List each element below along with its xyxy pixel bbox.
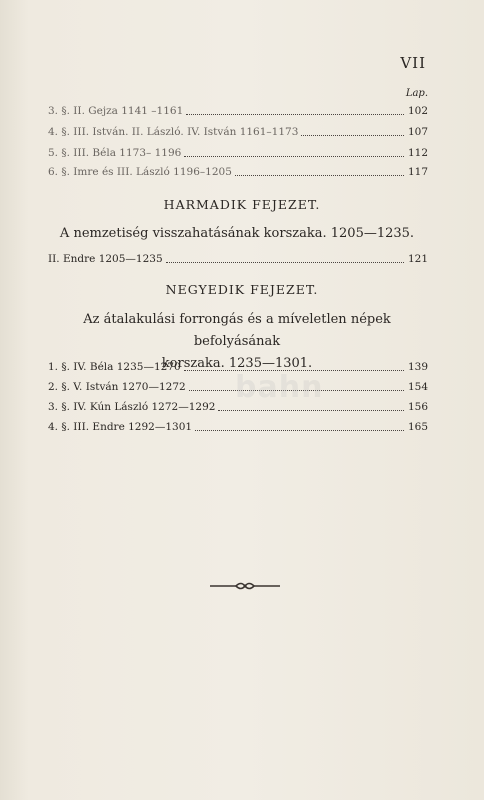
dot-leader	[218, 410, 404, 411]
dot-leader	[186, 114, 404, 115]
chapter-title: A nemzetiség visszahatásának korszaka. 1205—1235.	[59, 226, 415, 241]
toc-entry-page: 156	[407, 401, 428, 413]
toc-row	[48, 165, 428, 179]
toc-row	[48, 146, 428, 160]
toc-entry-title: 2. §. V. István 1270—1272	[48, 381, 186, 393]
dot-leader	[195, 430, 404, 431]
toc-entry-page: 107	[407, 126, 428, 138]
toc-entry-page: 112	[407, 147, 428, 159]
toc-entry-page: 154	[407, 381, 428, 393]
toc-row	[48, 420, 428, 434]
toc-entry-title: 5. §. III. Béla 1173– 1196	[48, 147, 182, 159]
chapter-title-line: korszaka. 1235—1301.	[161, 356, 313, 371]
chapter-title-line: Az átalakulási forrongás és a míveletlen népek befolyásának	[83, 312, 391, 349]
ornament-divider-icon	[210, 580, 280, 592]
toc-entry-page: 121	[407, 253, 428, 265]
chapter-heading: NEGYEDIK FEJEZET.	[165, 282, 319, 297]
chapter-heading: HARMADIK FEJEZET.	[163, 197, 321, 212]
toc-entry-title: 6. §. Imre és III. László 1196–1205	[48, 166, 232, 178]
toc-entry-title: 3. §. IV. Kún László 1272—1292	[48, 401, 216, 413]
toc-entry-title: 1. §. IV. Béla 1235—1270	[48, 361, 181, 373]
dot-leader	[235, 175, 404, 176]
dot-leader	[166, 262, 404, 263]
page-column-header: Lap.	[405, 88, 428, 99]
toc-entry-title: 4. §. III. Endre 1292—1301	[48, 421, 193, 433]
page-number: VII	[400, 54, 426, 72]
toc-entry-page: 165	[407, 421, 428, 433]
watermark: bahn	[235, 370, 324, 405]
toc-row	[48, 104, 428, 118]
toc-entry-page: 139	[407, 361, 428, 373]
toc-entry-title: 4. §. III. István. II. László. IV. István 1161–1173	[48, 126, 299, 138]
toc-row	[48, 125, 428, 139]
toc-row	[48, 252, 428, 266]
toc-entry-title: II. Endre 1205—1235	[48, 253, 163, 265]
toc-entry-page: 117	[407, 166, 428, 178]
toc-entry-page: 102	[407, 105, 428, 117]
dot-leader	[184, 156, 404, 157]
dot-leader	[301, 135, 404, 136]
toc-entry-title: 3. §. II. Gejza 1141 –1161	[48, 105, 184, 117]
